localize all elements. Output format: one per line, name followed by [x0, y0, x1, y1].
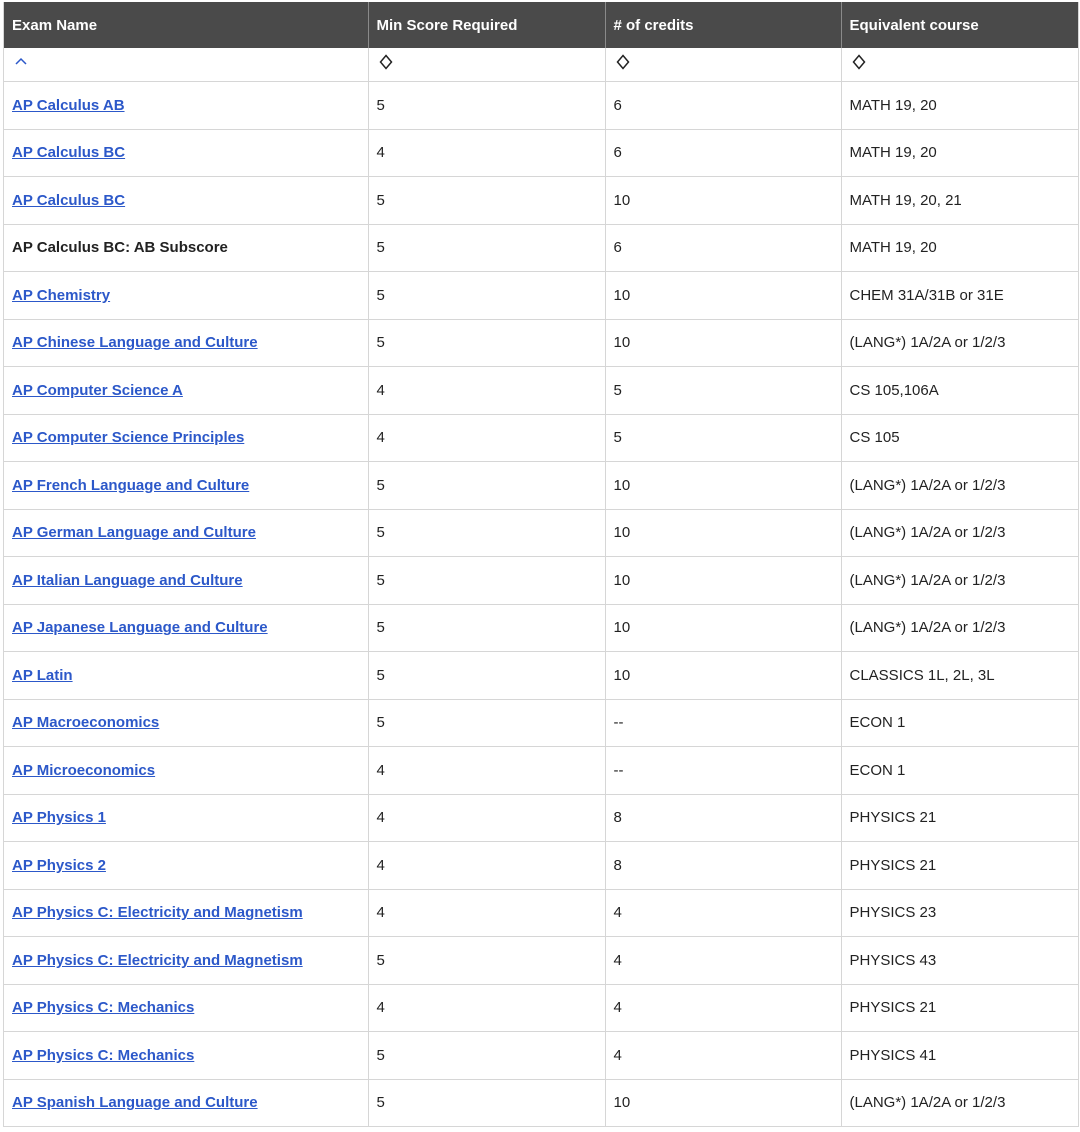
- table-row: [4, 794, 1078, 842]
- cell-credits: 6: [605, 82, 841, 130]
- cell-equivalent-course: MATH 19, 20, 21: [841, 177, 1078, 225]
- table-row: [4, 604, 1078, 652]
- header-min-score[interactable]: Min Score Required: [368, 2, 605, 48]
- cell-exam-name: [4, 937, 368, 985]
- table-row: [4, 842, 1078, 890]
- header-equivalent-course[interactable]: Equivalent course: [841, 2, 1078, 48]
- table-row: [4, 462, 1078, 510]
- table-row: [4, 699, 1078, 747]
- exam-link[interactable]: AP Physics C: Mechanics: [12, 1046, 195, 1064]
- cell-credits: 4: [605, 937, 841, 985]
- table-row: [4, 1079, 1078, 1126]
- table-row: [4, 937, 1078, 985]
- cell-exam-name: [4, 1079, 368, 1126]
- cell-credits: --: [605, 747, 841, 795]
- cell-exam-name: [4, 557, 368, 605]
- cell-exam-name: [4, 794, 368, 842]
- cell-exam-name: [4, 652, 368, 700]
- table-row: [4, 889, 1078, 937]
- cell-equivalent-course: PHYSICS 23: [841, 889, 1078, 937]
- cell-exam-name: [4, 984, 368, 1032]
- exam-link[interactable]: AP Calculus BC: [12, 144, 126, 162]
- cell-credits: 4: [605, 1032, 841, 1080]
- exam-link[interactable]: AP Macroeconomics: [12, 714, 160, 732]
- cell-credits: 10: [605, 604, 841, 652]
- cell-equivalent-course: CS 105,106A: [841, 367, 1078, 415]
- sort-cell-min-score: [368, 48, 605, 82]
- cell-exam-name: [4, 509, 368, 557]
- cell-equivalent-course: MATH 19, 20: [841, 82, 1078, 130]
- chevron-up-icon[interactable]: [14, 54, 28, 70]
- ap-credit-table: [4, 2, 1078, 1126]
- cell-equivalent-course: (LANG*) 1A/2A or 1/2/3: [841, 1079, 1078, 1126]
- sort-cell-credits: [605, 48, 841, 82]
- cell-min-score: 5: [368, 699, 605, 747]
- cell-min-score: 4: [368, 842, 605, 890]
- exam-link[interactable]: AP French Language and Culture: [12, 476, 250, 494]
- cell-exam-name: [4, 604, 368, 652]
- exam-link[interactable]: AP Chinese Language and Culture: [12, 334, 258, 352]
- sort-cell-exam-name: [4, 48, 368, 82]
- cell-min-score: 4: [368, 984, 605, 1032]
- cell-exam-name: [4, 747, 368, 795]
- cell-min-score: 5: [368, 604, 605, 652]
- cell-credits: 10: [605, 557, 841, 605]
- cell-credits: 5: [605, 367, 841, 415]
- exam-link[interactable]: AP Physics C: Electricity and Magnetism: [12, 904, 303, 922]
- cell-credits: 4: [605, 889, 841, 937]
- cell-exam-name: [4, 129, 368, 177]
- header-credits[interactable]: # of credits: [605, 2, 841, 48]
- cell-min-score: 4: [368, 129, 605, 177]
- sort-both-icon[interactable]: [852, 54, 866, 70]
- cell-min-score: 5: [368, 652, 605, 700]
- cell-equivalent-course: PHYSICS 43: [841, 937, 1078, 985]
- table-row: [4, 319, 1078, 367]
- cell-exam-name: [4, 1032, 368, 1080]
- exam-link[interactable]: AP Japanese Language and Culture: [12, 619, 268, 637]
- cell-equivalent-course: (LANG*) 1A/2A or 1/2/3: [841, 604, 1078, 652]
- sort-cell-equivalent-course: [841, 48, 1078, 82]
- cell-min-score: 5: [368, 1032, 605, 1080]
- cell-exam-name: [4, 889, 368, 937]
- cell-credits: 10: [605, 462, 841, 510]
- cell-equivalent-course: PHYSICS 21: [841, 842, 1078, 890]
- exam-link[interactable]: AP Spanish Language and Culture: [12, 1094, 258, 1112]
- ap-credit-table-container: [3, 2, 1079, 1127]
- cell-credits: 10: [605, 1079, 841, 1126]
- sort-both-icon[interactable]: [616, 54, 630, 70]
- table-row: [4, 224, 1078, 272]
- cell-equivalent-course: PHYSICS 21: [841, 984, 1078, 1032]
- cell-min-score: 4: [368, 794, 605, 842]
- exam-link[interactable]: AP Physics 2: [12, 856, 106, 874]
- cell-equivalent-course: (LANG*) 1A/2A or 1/2/3: [841, 462, 1078, 510]
- cell-credits: 10: [605, 509, 841, 557]
- cell-credits: 6: [605, 129, 841, 177]
- cell-equivalent-course: CHEM 31A/31B or 31E: [841, 272, 1078, 320]
- exam-link[interactable]: AP Computer Science Principles: [12, 429, 245, 447]
- sort-controls-row: [4, 48, 1078, 82]
- cell-equivalent-course: PHYSICS 41: [841, 1032, 1078, 1080]
- table-header-row: [4, 2, 1078, 48]
- cell-min-score: 5: [368, 319, 605, 367]
- cell-min-score: 4: [368, 414, 605, 462]
- cell-credits: 4: [605, 984, 841, 1032]
- exam-link[interactable]: AP Chemistry: [12, 286, 111, 304]
- cell-min-score: 4: [368, 889, 605, 937]
- cell-min-score: 5: [368, 557, 605, 605]
- cell-min-score: 5: [368, 462, 605, 510]
- exam-link[interactable]: AP Microeconomics: [12, 761, 156, 779]
- cell-exam-name: [4, 319, 368, 367]
- cell-exam-name: [4, 224, 368, 272]
- table-row: [4, 177, 1078, 225]
- cell-min-score: 4: [368, 747, 605, 795]
- cell-equivalent-course: (LANG*) 1A/2A or 1/2/3: [841, 557, 1078, 605]
- cell-exam-name: [4, 272, 368, 320]
- table-row: [4, 747, 1078, 795]
- table-body: [4, 82, 1078, 1127]
- table-row: [4, 272, 1078, 320]
- cell-equivalent-course: (LANG*) 1A/2A or 1/2/3: [841, 319, 1078, 367]
- exam-name-text: AP Calculus BC: AB Subscore: [12, 239, 228, 257]
- cell-credits: 5: [605, 414, 841, 462]
- exam-link[interactable]: AP Calculus BC: [12, 191, 126, 209]
- cell-exam-name: [4, 367, 368, 415]
- table-row: [4, 1032, 1078, 1080]
- cell-credits: 8: [605, 842, 841, 890]
- cell-min-score: 5: [368, 272, 605, 320]
- table-row: [4, 509, 1078, 557]
- cell-min-score: 5: [368, 1079, 605, 1126]
- table-row: [4, 652, 1078, 700]
- cell-credits: 10: [605, 652, 841, 700]
- exam-link[interactable]: AP Calculus AB: [12, 96, 125, 114]
- cell-credits: 10: [605, 319, 841, 367]
- table-row: [4, 129, 1078, 177]
- cell-credits: 8: [605, 794, 841, 842]
- exam-link[interactable]: AP German Language and Culture: [12, 524, 256, 542]
- table-row: [4, 82, 1078, 130]
- sort-both-icon[interactable]: [379, 54, 393, 70]
- cell-equivalent-course: ECON 1: [841, 747, 1078, 795]
- cell-exam-name: [4, 462, 368, 510]
- cell-credits: 6: [605, 224, 841, 272]
- cell-min-score: 5: [368, 82, 605, 130]
- table-row: [4, 557, 1078, 605]
- cell-equivalent-course: MATH 19, 20: [841, 224, 1078, 272]
- cell-min-score: 4: [368, 367, 605, 415]
- exam-link[interactable]: AP Latin: [12, 666, 73, 684]
- exam-link[interactable]: AP Physics 1: [12, 809, 106, 827]
- cell-equivalent-course: MATH 19, 20: [841, 129, 1078, 177]
- cell-exam-name: [4, 699, 368, 747]
- exam-link[interactable]: AP Italian Language and Culture: [12, 571, 243, 589]
- cell-min-score: 5: [368, 177, 605, 225]
- exam-link[interactable]: AP Physics C: Electricity and Magnetism: [12, 951, 303, 969]
- cell-equivalent-course: ECON 1: [841, 699, 1078, 747]
- table-row: [4, 367, 1078, 415]
- exam-link[interactable]: AP Physics C: Mechanics: [12, 999, 195, 1017]
- cell-equivalent-course: PHYSICS 21: [841, 794, 1078, 842]
- table-row: [4, 984, 1078, 1032]
- cell-min-score: 5: [368, 224, 605, 272]
- cell-exam-name: [4, 414, 368, 462]
- header-exam-name[interactable]: Exam Name: [4, 2, 368, 48]
- cell-exam-name: [4, 842, 368, 890]
- cell-min-score: 5: [368, 509, 605, 557]
- cell-equivalent-course: (LANG*) 1A/2A or 1/2/3: [841, 509, 1078, 557]
- cell-exam-name: [4, 82, 368, 130]
- cell-credits: 10: [605, 177, 841, 225]
- table-row: [4, 414, 1078, 462]
- cell-min-score: 5: [368, 937, 605, 985]
- cell-credits: --: [605, 699, 841, 747]
- cell-equivalent-course: CLASSICS 1L, 2L, 3L: [841, 652, 1078, 700]
- cell-credits: 10: [605, 272, 841, 320]
- cell-equivalent-course: CS 105: [841, 414, 1078, 462]
- cell-exam-name: [4, 177, 368, 225]
- exam-link[interactable]: AP Computer Science A: [12, 381, 183, 399]
